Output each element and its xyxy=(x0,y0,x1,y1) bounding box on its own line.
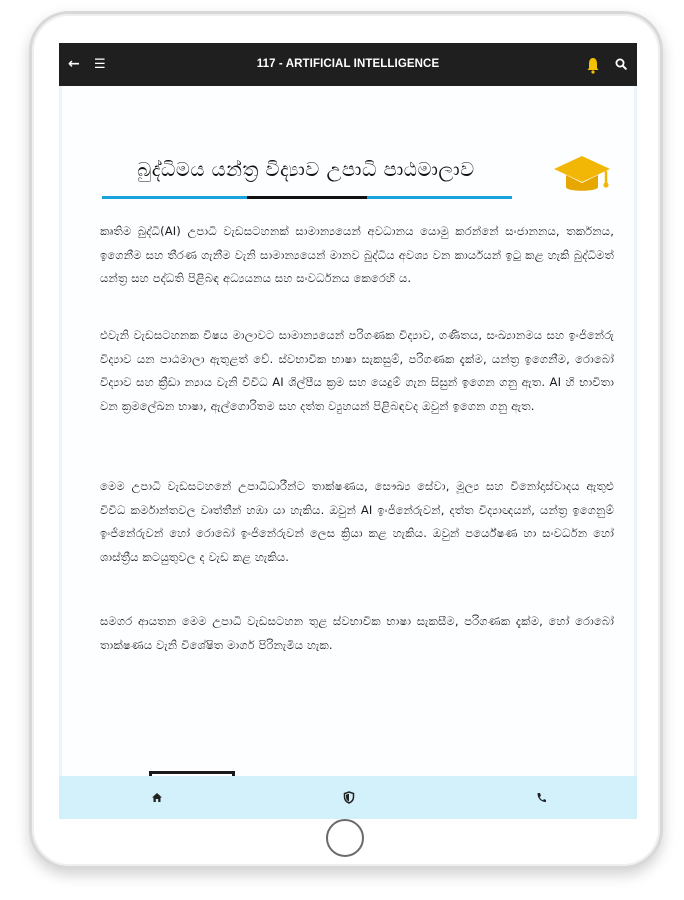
article-heading: බුද්ධිමය යන්ත්‍ර විද්‍යාව උපාධි පාඨමාලාව xyxy=(137,158,475,181)
page-title: 117 - ARTIFICIAL INTELLIGENCE xyxy=(256,58,440,70)
tablet-home-button[interactable] xyxy=(326,819,364,857)
back-arrow-icon[interactable]: ← xyxy=(68,56,80,72)
shield-icon[interactable] xyxy=(343,776,355,819)
bell-icon[interactable] xyxy=(587,43,599,86)
article-paragraph-4: සමගර ආයතන මෙම උපාධි වැඩසටහන තුළ ස්වභාවික භාෂා සැකසීම, පරිගණක දැක්ම, හෝ රොබෝ තාක්ෂණය වැනි විශේෂිත මාර්ග පිරිනැමිය හැක. xyxy=(100,614,614,652)
heading-underline-middle xyxy=(247,196,367,199)
article-paragraph-1: කෘතිම බුද්ධි(AI) උපාධි වැඩසටහනක් සාමාන්‍යයෙන් අවධානය යොමු කරන්නේ සංජානනය, තර්කනය, ඉගෙනීම සහ තීරණ ගැනීම වැනි සාමාන්‍යයෙන් මානව බුද්ධිය අවශ්‍ය වන කාර්යයන් ඉටු කළ හැකි බුද්ධිමත් යන්ත්‍ර සහ පද්ධති පිළිබඳ අධ්‍යයනය සහ සංවර්ධනය කෙරෙහි ය. xyxy=(100,224,614,285)
phone-icon[interactable] xyxy=(535,776,547,819)
heading-underline-left xyxy=(102,196,247,199)
menu-icon[interactable]: ☰ xyxy=(94,57,106,72)
heading-underline-right xyxy=(367,196,512,199)
bottom-nav-bar xyxy=(59,776,637,819)
graduation-cap-icon xyxy=(552,154,612,200)
home-icon[interactable] xyxy=(151,776,163,819)
search-icon[interactable] xyxy=(615,43,627,86)
article-paragraph-2: එවැනි වැඩසටහනක විෂය මාලාවට සාමාන්‍යයෙන් පරිගණක විද්‍යාව, ගණිතය, සංඛ්‍යානමය සහ ඉංජිනේරු විද්‍යාව යන පාඨමාලා ඇතුළත් වේ. ස්වභාවික භාෂා සැකසුම්, පරිගණක දැක්ම, යන්ත්‍ර ඉගෙනීම, රොබෝ විද්‍යාව සහ ක්‍රීඩා න්‍යාය වැනි විවිධ AI ශිල්පීය ක්‍රම සහ යෙදුම් ගැන සිසුන් ඉගෙන ගනු ඇත. AI හි භාවිතා වන ක්‍රමලේඛන භාෂා, ඇල්ගොරිතම සහ දත්ත ව්‍යුහයන් පිළිබඳවද ඔවුන් ඉගෙන ගනු ඇත. xyxy=(100,328,614,413)
app-screen xyxy=(59,43,637,819)
top-app-bar xyxy=(59,43,637,86)
article-content xyxy=(59,86,637,776)
article-paragraph-3: මෙම උපාධි වැඩසටහනේ උපාධිධාරීන්ට තාක්ෂණය, සෞඛ්‍ය සේවා, මූල්‍ය සහ විනෝදාස්වාදය ඇතුළු විවිධ කර්මාන්තවල වෘත්තීන් හඹා යා හැකිය. ඔවුන් AI ඉංජිනේරුවන්, දත්ත විද්‍යාඥයන්, යන්ත්‍ර ඉගෙනුම් ඉංජිනේරුවන් හෝ රොබෝ ඉංජිනේරුවන් ලෙස ක්‍රියා කළ හැකිය. ඔවුන් පර්යේෂණ හා සංවර්ධන හෝ ශාස්ත්‍රීය කටයුතුවල ද වැඩ කළ හැකිය. xyxy=(100,479,614,564)
